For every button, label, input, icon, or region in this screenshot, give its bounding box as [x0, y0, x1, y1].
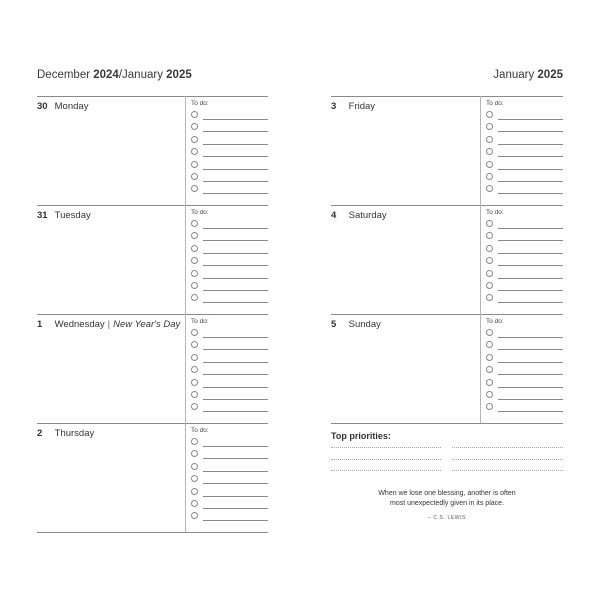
checkbox-circle-icon[interactable] — [486, 270, 493, 277]
day-block-friday — [331, 96, 563, 205]
year-text: 2025 — [166, 69, 192, 81]
todo-write-line[interactable] — [203, 119, 268, 120]
top-priorities-heading: Top priorities: — [331, 431, 391, 441]
todo-item[interactable] — [486, 135, 563, 145]
day-label — [331, 101, 375, 112]
day-block-saturday — [331, 205, 563, 314]
todo-write-line[interactable] — [203, 228, 268, 229]
todo-item[interactable] — [191, 390, 268, 400]
checkbox-circle-icon[interactable] — [191, 450, 198, 457]
priority-line[interactable] — [331, 470, 441, 471]
checkbox-circle-icon[interactable] — [486, 403, 493, 410]
todo-column — [480, 314, 563, 423]
todo-item[interactable] — [191, 172, 268, 182]
todo-write-line[interactable] — [498, 169, 563, 170]
left-month-header — [37, 69, 268, 81]
day-label — [331, 210, 387, 221]
todo-write-line[interactable] — [498, 265, 563, 266]
todo-write-line[interactable] — [498, 399, 563, 400]
day-number: 5 — [331, 319, 337, 330]
checkbox-circle-icon[interactable] — [191, 438, 198, 445]
right-month-header — [331, 69, 563, 81]
todo-column — [480, 205, 563, 314]
todo-write-line[interactable] — [203, 337, 268, 338]
todo-write-line[interactable] — [203, 458, 268, 459]
month-text: December — [37, 69, 94, 81]
checkbox-circle-icon[interactable] — [486, 294, 493, 301]
checkbox-circle-icon[interactable] — [486, 379, 493, 386]
day-block-thursday — [37, 423, 268, 532]
todo-item[interactable] — [191, 293, 268, 303]
todo-item[interactable] — [486, 281, 563, 291]
todo-write-line[interactable] — [203, 446, 268, 447]
todo-column — [185, 314, 268, 423]
checkbox-circle-icon[interactable] — [486, 161, 493, 168]
todo-title: To do: — [191, 100, 209, 107]
todo-column — [185, 205, 268, 314]
day-number: 2 — [37, 428, 43, 439]
checkbox-circle-icon[interactable] — [486, 185, 493, 192]
todo-write-line[interactable] — [203, 278, 268, 279]
todo-write-line[interactable] — [498, 337, 563, 338]
todo-write-line[interactable] — [203, 169, 268, 170]
todo-title: To do: — [191, 318, 209, 325]
todo-item[interactable] — [191, 437, 268, 447]
todo-item[interactable] — [191, 256, 268, 266]
day-label — [37, 210, 91, 221]
todo-column — [480, 96, 563, 205]
checkbox-circle-icon[interactable] — [191, 270, 198, 277]
todo-item[interactable] — [486, 219, 563, 229]
day-number: 1 — [37, 319, 43, 330]
todo-item[interactable] — [191, 184, 268, 194]
inspirational-quote — [331, 489, 563, 509]
month-text: January — [493, 69, 538, 81]
todo-item[interactable] — [486, 244, 563, 254]
todo-item[interactable] — [486, 293, 563, 303]
todo-write-line[interactable] — [203, 290, 268, 291]
todo-write-line[interactable] — [203, 240, 268, 241]
priority-line[interactable] — [331, 447, 441, 448]
todo-write-line[interactable] — [203, 144, 268, 145]
todo-item[interactable] — [191, 269, 268, 279]
day-name: Tuesday — [54, 210, 91, 221]
checkbox-circle-icon[interactable] — [191, 475, 198, 482]
todo-item[interactable] — [486, 184, 563, 194]
todo-item[interactable] — [191, 281, 268, 291]
checkbox-circle-icon[interactable] — [486, 123, 493, 130]
todo-write-line[interactable] — [203, 508, 268, 509]
todo-write-line[interactable] — [498, 131, 563, 132]
todo-write-line[interactable] — [498, 119, 563, 120]
checkbox-circle-icon[interactable] — [191, 294, 198, 301]
priority-line[interactable] — [452, 447, 563, 448]
todo-item[interactable] — [486, 256, 563, 266]
todo-write-line[interactable] — [498, 181, 563, 182]
todo-item[interactable] — [486, 110, 563, 120]
priority-line[interactable] — [331, 459, 441, 460]
checkbox-circle-icon[interactable] — [191, 329, 198, 336]
todo-item[interactable] — [191, 135, 268, 145]
checkbox-circle-icon[interactable] — [486, 282, 493, 289]
checkbox-circle-icon[interactable] — [191, 282, 198, 289]
todo-title: To do: — [486, 318, 504, 325]
todo-item[interactable] — [486, 390, 563, 400]
todo-item[interactable] — [191, 511, 268, 521]
todo-write-line[interactable] — [203, 496, 268, 497]
todo-write-line[interactable] — [498, 290, 563, 291]
checkbox-circle-icon[interactable] — [486, 257, 493, 264]
checkbox-circle-icon[interactable] — [191, 123, 198, 130]
todo-item[interactable] — [191, 449, 268, 459]
checkbox-circle-icon[interactable] — [486, 111, 493, 118]
todo-write-line[interactable] — [203, 349, 268, 350]
checkbox-circle-icon[interactable] — [191, 136, 198, 143]
checkbox-circle-icon[interactable] — [191, 232, 198, 239]
todo-write-line[interactable] — [203, 387, 268, 388]
priority-line[interactable] — [452, 470, 563, 471]
right-planner-page — [331, 0, 563, 600]
checkbox-circle-icon[interactable] — [191, 366, 198, 373]
todo-write-line[interactable] — [498, 349, 563, 350]
year-text: 2025 — [537, 69, 563, 81]
checkbox-circle-icon[interactable] — [191, 488, 198, 495]
checkbox-circle-icon[interactable] — [191, 463, 198, 470]
checkbox-circle-icon[interactable] — [191, 220, 198, 227]
day-number: 4 — [331, 210, 337, 221]
todo-write-line[interactable] — [498, 253, 563, 254]
todo-item[interactable] — [191, 244, 268, 254]
todo-write-line[interactable] — [203, 374, 268, 375]
todo-item[interactable] — [191, 353, 268, 363]
todo-item[interactable] — [191, 487, 268, 497]
todo-write-line[interactable] — [498, 156, 563, 157]
checkbox-circle-icon[interactable] — [191, 148, 198, 155]
year-text: 2024 — [93, 69, 119, 81]
todo-write-line[interactable] — [203, 399, 268, 400]
checkbox-circle-icon[interactable] — [191, 341, 198, 348]
todo-write-line[interactable] — [203, 411, 268, 412]
todo-item[interactable] — [486, 231, 563, 241]
day-name: Sunday — [348, 319, 381, 330]
todo-write-line[interactable] — [203, 193, 268, 194]
day-number: 3 — [331, 101, 337, 112]
todo-write-line[interactable] — [203, 265, 268, 266]
todo-write-line[interactable] — [498, 240, 563, 241]
checkbox-circle-icon[interactable] — [191, 161, 198, 168]
todo-item[interactable] — [191, 219, 268, 229]
day-block-sunday — [331, 314, 563, 423]
checkbox-circle-icon[interactable] — [191, 512, 198, 519]
quote-author: – C.S. LEWIS — [427, 515, 467, 521]
day-name: Thursday — [54, 428, 95, 439]
todo-item[interactable] — [486, 172, 563, 182]
todo-item[interactable] — [486, 269, 563, 279]
checkbox-circle-icon[interactable] — [486, 366, 493, 373]
day-label — [331, 319, 381, 330]
day-label — [37, 319, 180, 330]
todo-write-line[interactable] — [203, 362, 268, 363]
todo-item[interactable] — [486, 402, 563, 412]
day-number: 30 — [37, 101, 48, 112]
todo-item[interactable] — [191, 365, 268, 375]
todo-write-line[interactable] — [498, 228, 563, 229]
checkbox-circle-icon[interactable] — [486, 329, 493, 336]
day-label — [37, 101, 88, 112]
day-divider — [37, 532, 268, 533]
todo-item[interactable] — [486, 147, 563, 157]
day-number: 31 — [37, 210, 48, 221]
checkbox-circle-icon[interactable] — [191, 403, 198, 410]
day-label — [37, 428, 94, 439]
todo-write-line[interactable] — [203, 253, 268, 254]
todo-write-line[interactable] — [203, 471, 268, 472]
month-text: /January — [118, 69, 167, 81]
todo-write-line[interactable] — [203, 156, 268, 157]
checkbox-circle-icon[interactable] — [191, 391, 198, 398]
todo-title: To do: — [486, 209, 504, 216]
day-block-monday — [37, 96, 268, 205]
day-block-wednesday — [37, 314, 268, 423]
todo-item[interactable] — [191, 160, 268, 170]
checkbox-circle-icon[interactable] — [191, 500, 198, 507]
checkbox-circle-icon[interactable] — [191, 111, 198, 118]
todo-write-line[interactable] — [498, 374, 563, 375]
todo-item[interactable] — [191, 110, 268, 120]
todo-title: To do: — [486, 100, 504, 107]
checkbox-circle-icon[interactable] — [191, 185, 198, 192]
checkbox-circle-icon[interactable] — [486, 391, 493, 398]
todo-write-line[interactable] — [498, 302, 563, 303]
left-planner-page — [37, 0, 268, 600]
todo-item[interactable] — [486, 378, 563, 388]
checkbox-circle-icon[interactable] — [486, 341, 493, 348]
todo-write-line[interactable] — [498, 193, 563, 194]
todo-write-line[interactable] — [203, 131, 268, 132]
day-name: Saturday — [348, 210, 387, 221]
quote-line: most unexpectedly given in its place. — [389, 500, 504, 507]
todo-write-line[interactable] — [498, 387, 563, 388]
todo-title: To do: — [191, 209, 209, 216]
checkbox-circle-icon[interactable] — [191, 173, 198, 180]
holiday-name: New Year's Day — [113, 319, 181, 330]
checkbox-circle-icon[interactable] — [191, 257, 198, 264]
todo-column — [185, 96, 268, 205]
todo-column — [185, 423, 268, 532]
day-name: Friday — [348, 101, 376, 112]
checkbox-circle-icon[interactable] — [191, 245, 198, 252]
todo-item[interactable] — [191, 231, 268, 241]
checkbox-circle-icon[interactable] — [486, 148, 493, 155]
todo-write-line[interactable] — [498, 144, 563, 145]
todo-write-line[interactable] — [203, 181, 268, 182]
todo-item[interactable] — [191, 474, 268, 484]
day-divider — [331, 423, 563, 424]
todo-write-line[interactable] — [498, 362, 563, 363]
checkbox-circle-icon[interactable] — [486, 232, 493, 239]
todo-write-line[interactable] — [203, 302, 268, 303]
quote-line: When we lose one blessing, another is often — [378, 490, 516, 497]
todo-item[interactable] — [486, 340, 563, 350]
todo-title: To do: — [191, 427, 209, 434]
checkbox-circle-icon[interactable] — [486, 354, 493, 361]
todo-item[interactable] — [191, 122, 268, 132]
todo-item[interactable] — [191, 328, 268, 338]
todo-item[interactable] — [486, 122, 563, 132]
todo-item[interactable] — [486, 328, 563, 338]
day-name: Monday — [54, 101, 89, 112]
checkbox-circle-icon[interactable] — [486, 136, 493, 143]
todo-write-line[interactable] — [498, 278, 563, 279]
priority-line[interactable] — [452, 459, 563, 460]
todo-item[interactable] — [191, 147, 268, 157]
todo-write-line[interactable] — [203, 483, 268, 484]
todo-write-line[interactable] — [498, 411, 563, 412]
checkbox-circle-icon[interactable] — [486, 173, 493, 180]
todo-write-line[interactable] — [203, 520, 268, 521]
todo-item[interactable] — [486, 353, 563, 363]
checkbox-circle-icon[interactable] — [191, 354, 198, 361]
todo-item[interactable] — [486, 365, 563, 375]
todo-item[interactable] — [191, 499, 268, 509]
checkbox-circle-icon[interactable] — [191, 379, 198, 386]
todo-item[interactable] — [191, 340, 268, 350]
todo-item[interactable] — [191, 378, 268, 388]
todo-item[interactable] — [191, 462, 268, 472]
todo-item[interactable] — [486, 160, 563, 170]
holiday-separator: | — [107, 319, 111, 330]
day-block-tuesday — [37, 205, 268, 314]
checkbox-circle-icon[interactable] — [486, 220, 493, 227]
checkbox-circle-icon[interactable] — [486, 245, 493, 252]
day-name: Wednesday — [54, 319, 105, 330]
todo-item[interactable] — [191, 402, 268, 412]
